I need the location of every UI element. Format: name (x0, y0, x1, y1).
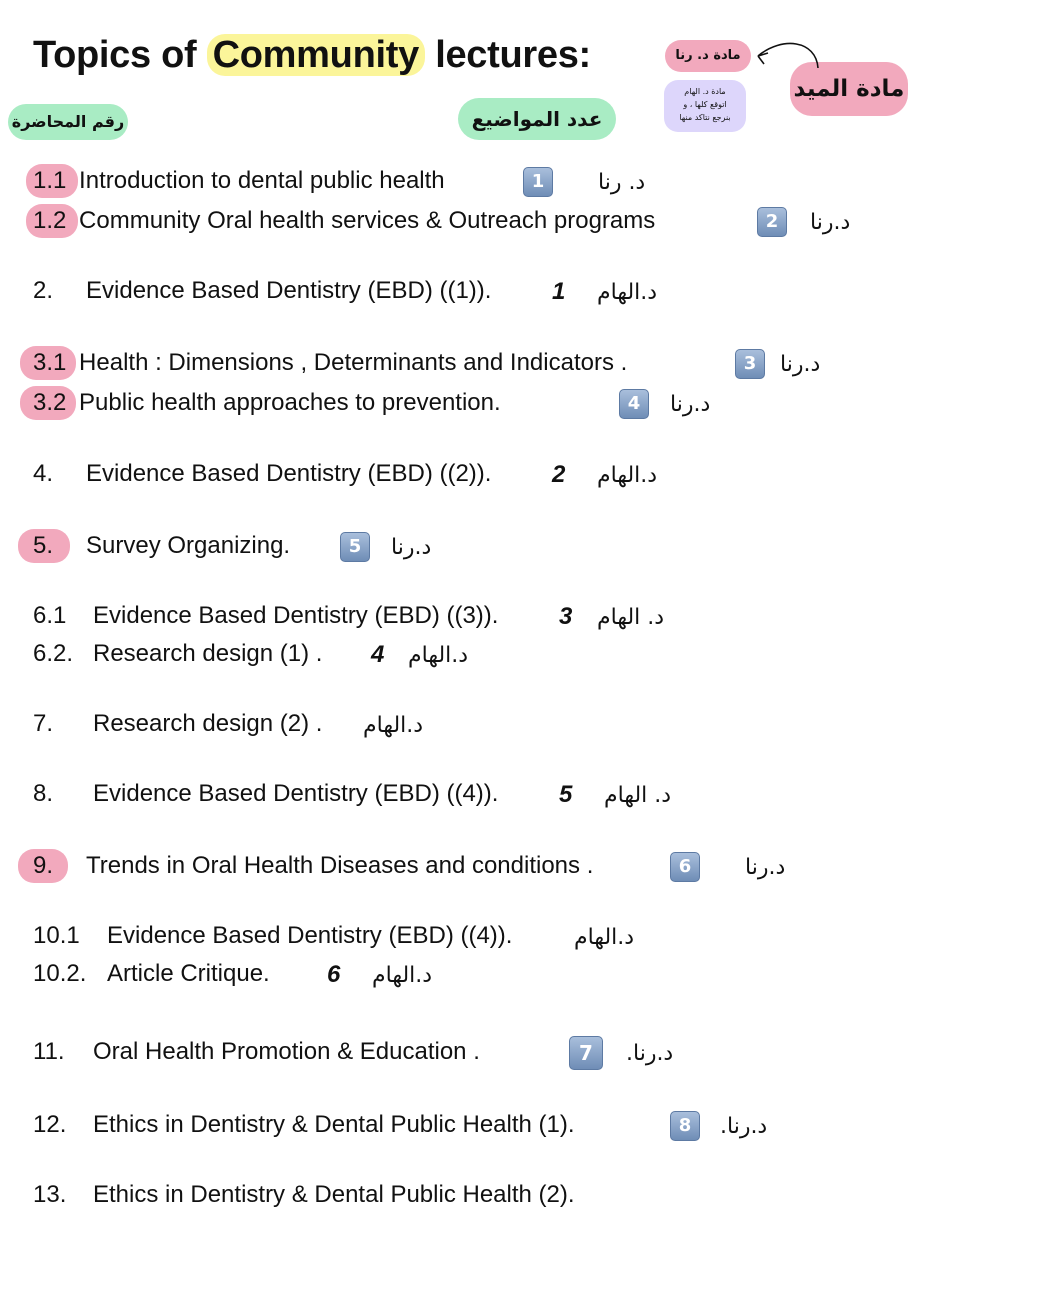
row-11 (33, 1037, 65, 1067)
doctor-name: د.رنا (745, 855, 786, 880)
row-10-1 (33, 921, 80, 951)
row-3-1 (33, 348, 627, 378)
row-7 (33, 709, 53, 739)
ebd-part-number: 2 (552, 461, 566, 488)
topic-title: Evidence Based Dentistry (EBD) ((4)). (93, 780, 499, 807)
topic-title: Trends in Oral Health Diseases and conditions . (86, 852, 594, 879)
doctor-name: د.الهام (372, 963, 433, 988)
lecture-number-label: رقم المحاضرة (8, 104, 128, 140)
doctor-name: د.رنا (391, 535, 432, 560)
lecture-number: 4. (33, 460, 54, 487)
topic-title: Community Oral health services & Outreach programs (79, 207, 656, 234)
topic-title: Evidence Based Dentistry (EBD) ((2)). (86, 460, 492, 487)
note-line-2: اتوقع كلها ، و (683, 100, 727, 109)
lecture-number: 8. (33, 780, 54, 807)
topic-count-label: عدد المواضيع (458, 98, 616, 140)
doctor-name: د.الهام (597, 280, 658, 305)
topic-title: Health : Dimensions , Determinants and Indicators . (79, 349, 628, 376)
ebd-part-number: 1 (552, 278, 566, 305)
topic-title: Article Critique. (107, 960, 270, 987)
doctor-name: د.رنا (810, 210, 851, 235)
topic-count-badge: 6 (670, 852, 700, 882)
note-line-3: بنرجع نتاكد منها (679, 113, 731, 122)
title-prefix: Topics of (33, 34, 207, 76)
mid-material-label: مادة الميد (790, 62, 908, 116)
dr-rana-material-label: مادة د. رنا (665, 40, 751, 72)
topic-title: Public health approaches to prevention. (79, 389, 501, 416)
page-title (33, 34, 591, 77)
topic-title: Ethics in Dentistry & Dental Public Health (2). (93, 1181, 575, 1208)
topic-count-number: 4 (371, 641, 385, 668)
lecture-number: 11. (33, 1038, 65, 1065)
lecture-number: 1.1 (33, 167, 67, 194)
ebd-part-number: 5 (559, 781, 573, 808)
doctor-name: د.رنا. (720, 1114, 768, 1139)
lecture-number: 1.2 (33, 207, 67, 234)
row-1-2 (33, 206, 655, 236)
row-3-2 (33, 388, 501, 418)
topic-title: Research design (1) . (93, 640, 323, 667)
doctor-name: د. رنا (598, 170, 646, 195)
topic-count-badge: 3 (735, 349, 765, 379)
title-highlight: Community (207, 34, 425, 76)
topic-count-badge: 5 (340, 532, 370, 562)
topic-title: Research design (2) . (93, 710, 323, 737)
row-6-1 (33, 601, 66, 631)
topic-title: Ethics in Dentistry & Dental Public Health (1). (93, 1111, 575, 1138)
topic-count-badge: 8 (670, 1111, 700, 1141)
lecture-number: 12. (33, 1111, 67, 1138)
row-12 (33, 1110, 66, 1140)
row-6-2 (33, 639, 73, 669)
row-5 (33, 531, 53, 561)
lecture-number: 3.2 (33, 389, 67, 416)
row-1-1 (33, 166, 445, 196)
topic-count-badge: 4 (619, 389, 649, 419)
doctor-name: د.الهام (574, 925, 635, 950)
lecture-number: 9. (33, 852, 54, 879)
lecture-number: 13. (33, 1181, 67, 1208)
doctor-name: د.رنا (780, 352, 821, 377)
lecture-number: 2. (33, 277, 54, 304)
topic-title: Introduction to dental public health (79, 167, 445, 194)
lecture-number: 5. (33, 532, 54, 559)
ebd-part-number: 3 (559, 603, 573, 630)
lecture-number: 6.1 (33, 602, 67, 629)
doctor-name: د.الهام (363, 713, 424, 738)
doctor-name: د. الهام (604, 783, 672, 808)
topic-count-badge: 1 (523, 167, 553, 197)
row-4 (33, 459, 53, 489)
lecture-number: 10.2. (33, 960, 87, 987)
lecture-number: 6.2. (33, 640, 74, 667)
topic-title: Oral Health Promotion & Education . (93, 1038, 480, 1065)
topic-title: Survey Organizing. (86, 532, 291, 559)
row-9 (33, 851, 53, 881)
lecture-number: 10.1 (33, 922, 80, 949)
row-10-2 (33, 959, 86, 989)
doctor-name: د.رنا. (626, 1041, 674, 1066)
row-2 (33, 276, 53, 306)
topic-count-badge: 7 (569, 1036, 603, 1070)
doctor-name: د. الهام (597, 605, 665, 630)
row-13 (33, 1180, 66, 1210)
lecture-number: 3.1 (33, 349, 67, 376)
arrow-icon (752, 38, 824, 72)
doctor-name: د.الهام (408, 643, 469, 668)
topic-count-badge: 2 (757, 207, 787, 237)
topic-title: Evidence Based Dentistry (EBD) ((3)). (93, 602, 499, 629)
doctor-name: د.رنا (670, 392, 711, 417)
title-suffix: lectures: (424, 34, 591, 76)
elham-note (664, 80, 746, 132)
topic-title: Evidence Based Dentistry (EBD) ((1)). (86, 277, 492, 304)
note-line-1: مادة د. الهام (684, 87, 726, 96)
topic-count-number: 6 (327, 961, 341, 988)
topic-title: Evidence Based Dentistry (EBD) ((4)). (107, 922, 513, 949)
doctor-name: د.الهام (597, 463, 658, 488)
row-8 (33, 779, 53, 809)
lecture-number: 7. (33, 710, 54, 737)
